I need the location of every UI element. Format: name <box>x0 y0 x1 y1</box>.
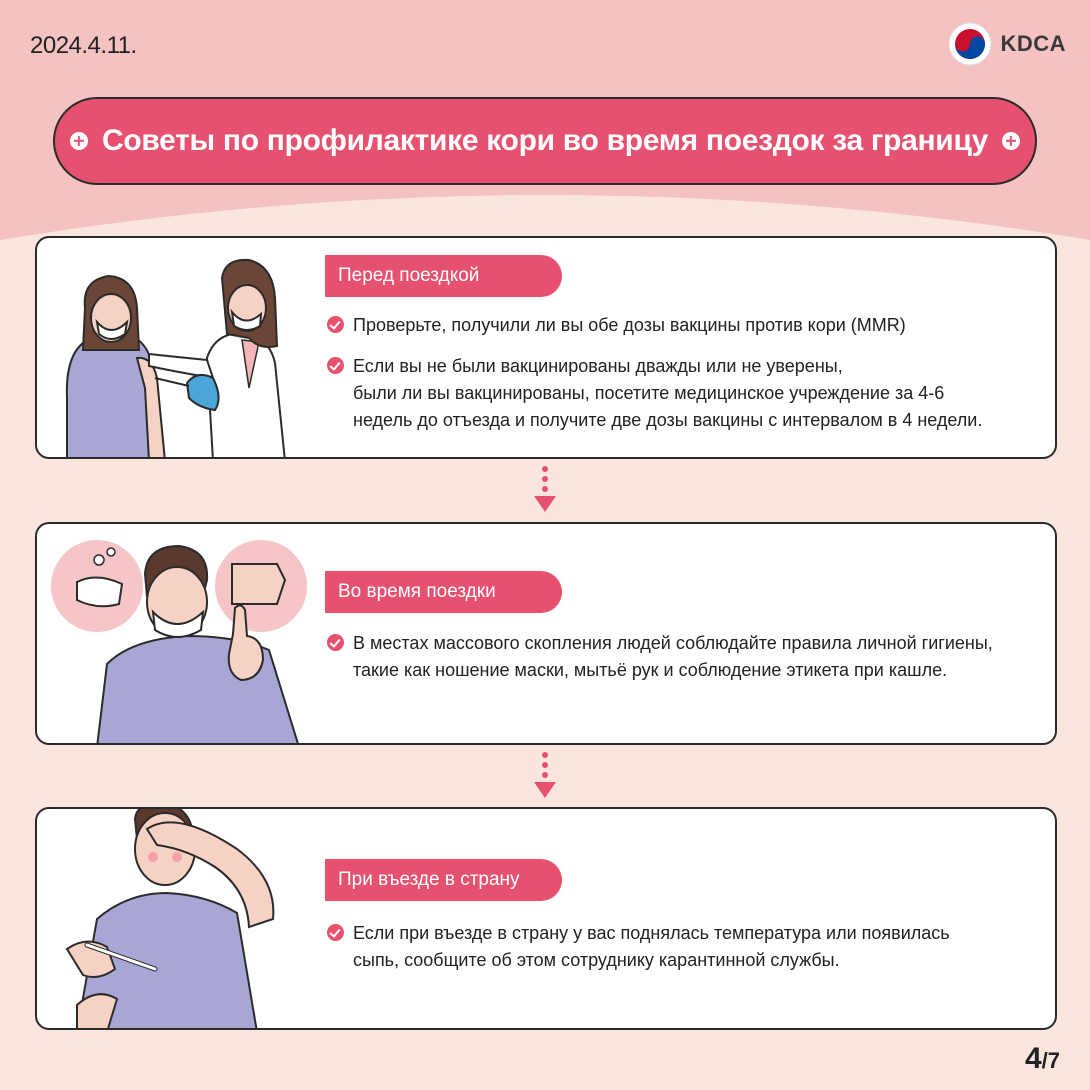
arrow-down-icon <box>533 750 557 802</box>
list-item: Если при въезде в страну у вас поднялась температура или появилась сыпь, сообщите об этом сотруднику карантинной службы. <box>327 920 1047 974</box>
fever-illustration <box>37 809 327 1030</box>
page-title: Советы по профилактике кори во время поездок за границу <box>102 124 988 157</box>
stage-label-before-trip: Перед поездкой <box>325 255 562 297</box>
plus-circle-icon <box>70 132 88 150</box>
logo-text: KDCA <box>1000 31 1066 56</box>
page-indicator <box>1025 1042 1060 1076</box>
arrow-down-icon <box>533 464 557 516</box>
plus-circle-icon <box>1002 132 1020 150</box>
taegeuk-logo-icon <box>948 22 992 66</box>
stage-label-arrival: При въезде в страну <box>325 859 562 901</box>
page-title-banner <box>53 97 1037 185</box>
publish-date: 2024.4.11. <box>30 32 137 59</box>
list-item: Проверьте, получили ли вы обе дозы вакцины против кори (MMR) <box>327 312 1047 339</box>
during-trip-list <box>327 630 1047 698</box>
section-card-during-trip <box>35 522 1057 745</box>
page-current: 4 <box>1024 1042 1042 1075</box>
before-trip-list <box>327 312 1047 448</box>
arrival-list <box>327 920 1047 988</box>
page-separator: / <box>1041 1048 1048 1073</box>
section-card-before-trip <box>35 236 1057 459</box>
vaccination-illustration <box>37 238 327 459</box>
hygiene-illustration <box>37 524 327 745</box>
check-circle-icon <box>327 316 344 333</box>
check-circle-icon <box>327 634 344 651</box>
check-circle-icon <box>327 924 344 941</box>
page-total: 7 <box>1047 1048 1060 1073</box>
check-circle-icon <box>327 357 344 374</box>
kdca-logo <box>948 22 1066 66</box>
list-item: Если вы не были вакцинированы дважды или не уверены, были ли вы вакцинированы, посетите медицинское учреждение за 4-6 недель до отъезда и получите две дозы вакцины с интервалом в 4 недели. <box>327 353 1047 434</box>
stage-label-during-trip: Во время поездки <box>325 571 562 613</box>
section-card-arrival <box>35 807 1057 1030</box>
list-item: В местах массового скопления людей соблюдайте правила личной гигиены, такие как ношение маски, мытьё рук и соблюдение этикета при кашле. <box>327 630 1047 684</box>
